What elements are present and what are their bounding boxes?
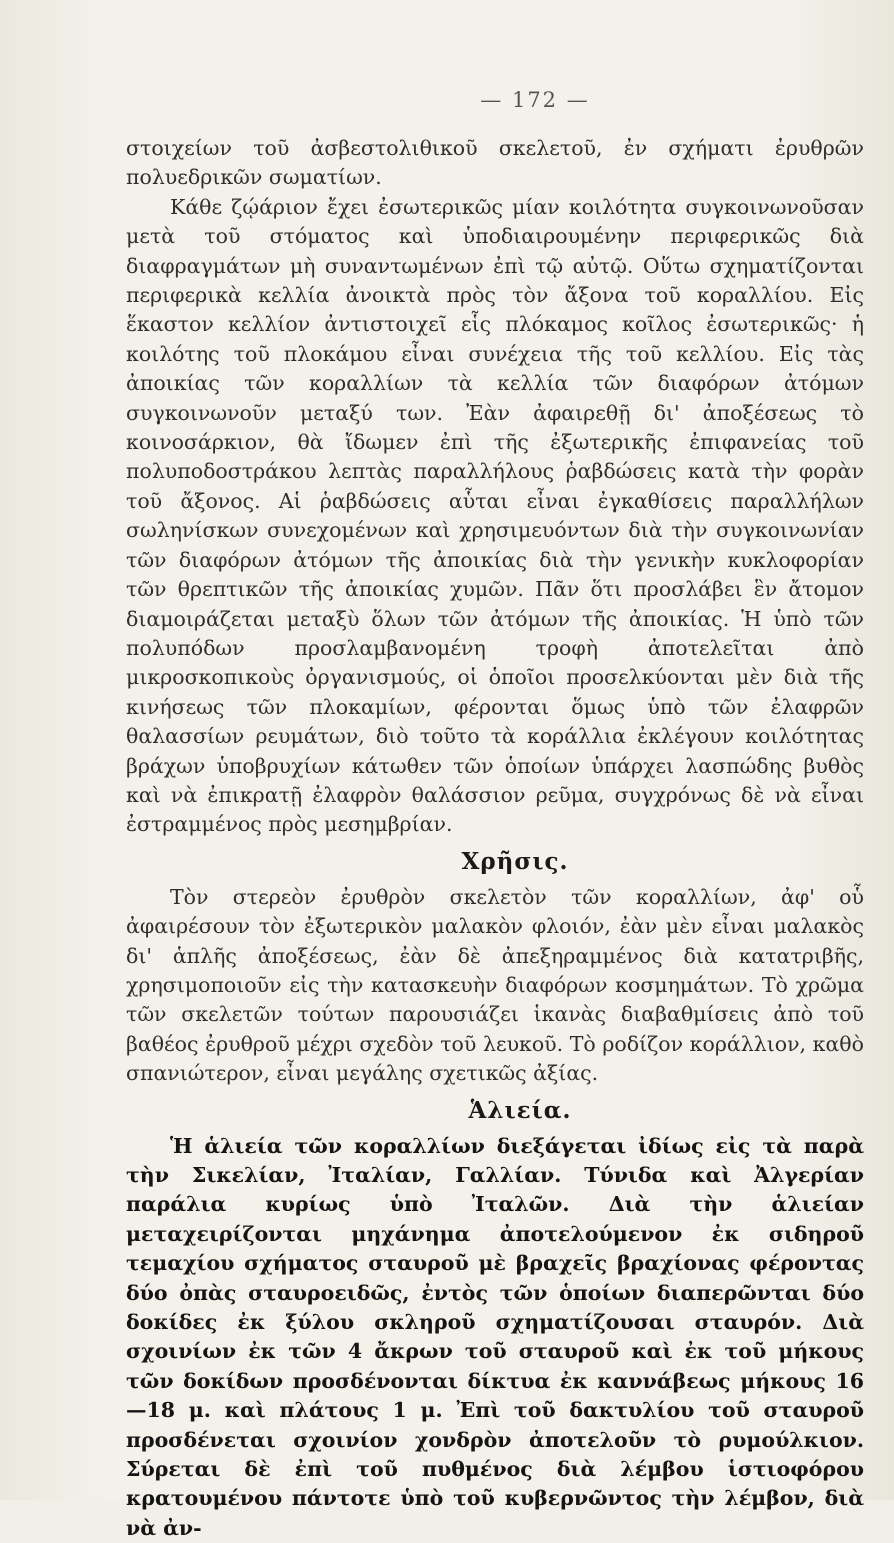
heading-fishing: Ἁλιεία. bbox=[468, 1096, 572, 1124]
paragraph-fishing: Ἡ ἁλιεία τῶν κοραλλίων διεξάγεται ἰδίως εἰς τὰ παρὰ τὴν Σικελίαν, Ἰταλίαν, Γαλλίαν. Τύνιδα καὶ Ἀλγερίαν παράλια κυρίως ὑπὸ Ἰταλῶν. Διὰ τὴν ἁλιείαν μεταχειρίζονται μηχάνημα ἀποτελούμενον ἐκ σιδηροῦ τεμαχίου σχήματος σταυροῦ μὲ βραχεῖς βραχίονας φέροντας δύο ὀπὰς σταυροειδῶς, ἐντὸς τῶν ὁποίων διαπερῶνται δύο δοκίδες ἐκ ξύλου σκληροῦ σχηματίζουσαι σταυρόν. Διὰ σχοινίων ἐκ τῶν 4 ἄκρων τοῦ σταυροῦ καὶ ἐκ τοῦ μήκους τῶν δοκίδων προσδένονται δίκτυα ἐκ καννάβεως μήκους 16—18 μ. καὶ πλάτους 1 μ. Ἐπὶ τοῦ δακτυλίου τοῦ σταυροῦ προσδένεται σχοινίον χονδρὸν ἀποτελοῦν τὸ ρυμούλκιον. Σύρεται δὲ ἐπὶ τοῦ πυθμένος διὰ λέμβου ἱστιοφόρου κρατουμένου πάντοτε ὑπὸ τοῦ κυβερνῶντος τὴν λέμβον, διὰ νὰ ἀν- bbox=[126, 1133, 864, 1540]
paragraph-uses: Τὸν στερεὸν ἐρυθρὸν σκελετὸν τῶν κοραλλίων, ἀφ' οὗ ἀφαιρέσουν τὸν ἐξωτερικὸν μαλακὸν φλοιόν, ἐὰν μὲν εἶναι μαλακὸς δι' ἁπλῆς ἀποξέσεως, ἐὰν δὲ ἀπεξηραμμένος διὰ κατατριβῆς, χρησιμοποιοῦν εἰς τὴν κατασκευὴν διαφόρων κοσμημάτων. Τὸ χρῶμα τῶν σκελετῶν τούτων παρουσιάζει ἱκανὰς διαβαθμίσεις ἀπὸ τοῦ βαθέος ἐρυθροῦ μέχρι σχεδὸν τοῦ λευκοῦ. Τὸ ροδίζον κοράλλιον, καθὸ σπανιώτερον, εἶναι μεγάλης σχετικῶς ἀξίας. bbox=[126, 884, 864, 1086]
paragraph-continuation: στοιχείων τοῦ ἀσβεστολιθικοῦ σκελετοῦ, ἐν σχήματι ἐρυθρῶν πολυεδρικῶν σωματίων. bbox=[126, 136, 864, 190]
page-number: — 172 — bbox=[480, 88, 590, 112]
heading-uses: Χρῆσις. bbox=[461, 847, 569, 875]
paragraph-coral-structure: Κάθε ζῴάριον ἔχει ἐσωτερικῶς μίαν κοιλότητα συγκοινωνοῦσαν μετὰ τοῦ στόματος καὶ ὑποδιαιρουμένην περιφερικῶς διὰ διαφραγμάτων μὴ συναντωμένων ἐπὶ τῷ αὐτῷ. Οὕτω σχηματίζονται περιφερικὰ κελλία ἀνοικτὰ πρὸς τὸν ἄξονα τοῦ κοραλλίου. Εἰς ἕκαστον κελλίον ἀντιστοιχεῖ εἷς πλόκαμος κοῖλος ἐσωτερικῶς· ἡ κοιλότης τοῦ πλοκάμου εἶναι συνέχεια τῆς τοῦ κελλίου. Εἰς τὰς ἀποικίας τῶν κοραλλίων τὰ κελλία τῶν διαφόρων ἀτόμων συγκοινωνοῦν μεταξύ των. Ἐὰν ἀφαιρεθῇ δι' ἀποξέσεως τὸ κοινοσάρκιον, θὰ ἴδωμεν ἐπὶ τῆς ἐξωτερικῆς ἐπιφανείας τοῦ πολυποδοστράκου λεπτὰς παραλλήλους ῥαβδώσεις κατὰ τὴν φορὰν τοῦ ἄξονος. Αἱ ῥαβδώσεις αὗται εἶναι ἐγκαθίσεις παραλλήλων σωληνίσκων συνεχομένων καὶ χρησιμευόντων διὰ τὴν συγκοινωνίαν τῶν διαφόρων ἀτόμων τῆς ἀποικίας διὰ τὴν γενικὴν κυκλοφορίαν τῶν θρεπτικῶν τῆς ἀποικίας χυμῶν. Πᾶν ὅτι προσλάβει ἓν ἄτομον διαμοιράζεται μεταξὺ ὅλων τῶν ἀτόμων τῆς ἀποικίας. Ἡ ὑπὸ τῶν πολυπόδων προσλαμβανομένη τροφὴ ἀποτελεῖται ἀπὸ μικροσκοπικοὺς ὀργανισμούς, οἱ ὁποῖοι προσελκύονται μὲν διὰ τῆς κινήσεως τῶν πλοκαμίων, φέρονται ὅμως ὑπὸ τῶν ἐλαφρῶν θαλασσίων ρευμάτων, διὸ τοῦτο τὰ κοράλλια ἐκλέγουν κοιλότητας βράχων ὑποβρυχίων κάτωθεν τῶν ὁποίων ὑπάρχει λασπώδης βυθὸς καὶ νὰ ἐπικρατῇ ἐλαφρὸν θαλάσσιον ρεῦμα, συγχρόνως δὲ νὰ εἶναι ἐστραμμένος πρὸς μεσημβρίαν. bbox=[126, 194, 864, 837]
